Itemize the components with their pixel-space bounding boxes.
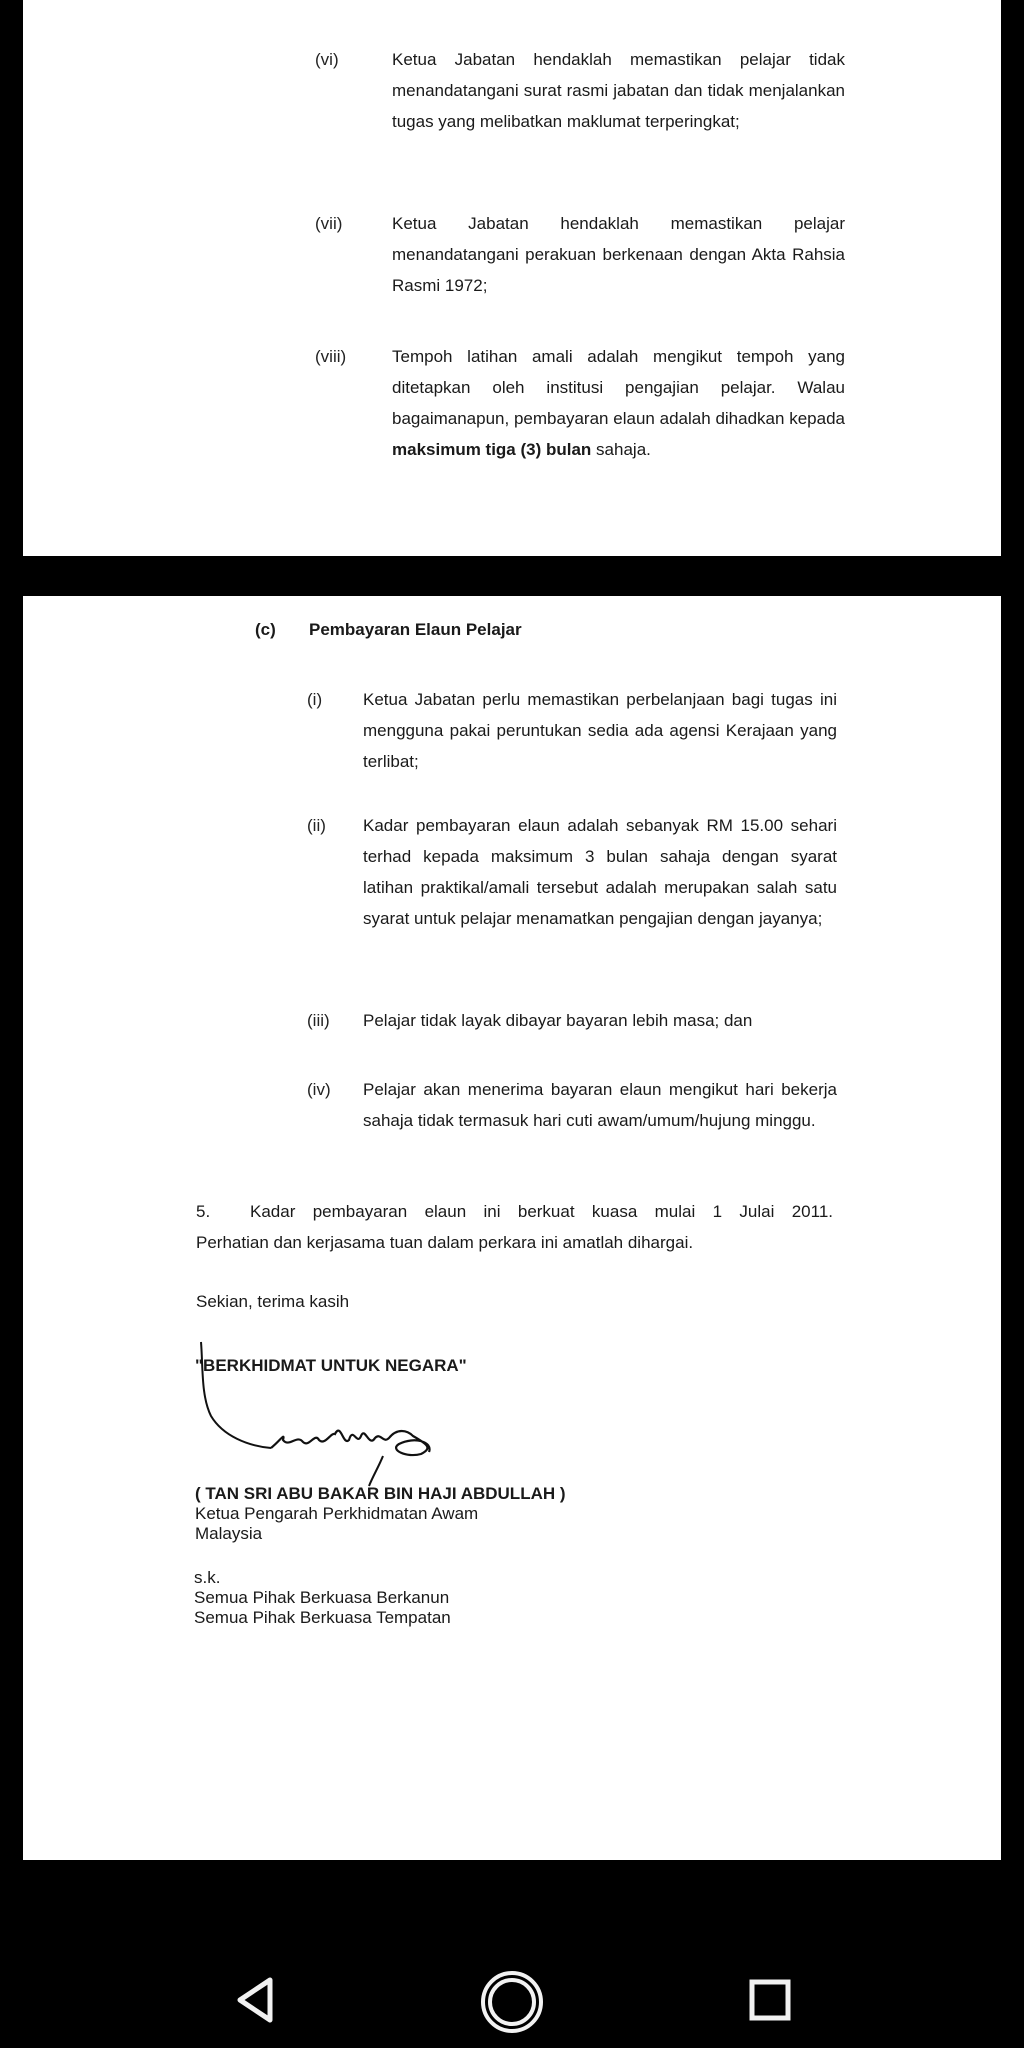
signatory-title-line-2: Malaysia xyxy=(195,1524,263,1543)
recents-button[interactable] xyxy=(740,1970,800,2030)
item-number: (iv) xyxy=(307,1080,331,1099)
section-number: (c) xyxy=(255,620,276,639)
signatory-name: ( TAN SRI ABU BAKAR BIN HAJI ABDULLAH ) xyxy=(195,1484,566,1503)
item-text: Ketua Jabatan hendaklah memastikan pelajar tidak menandatangani surat rasmi jabatan dan tidak menjalankan tugas yang melibatkan maklumat terperingkat; xyxy=(392,50,845,131)
recents-square-icon xyxy=(740,1970,800,2030)
navigation-bar xyxy=(0,1860,1024,2048)
signatory-block xyxy=(195,1484,566,1544)
item-number: (viii) xyxy=(315,347,347,366)
closing-text: Sekian, terima kasih xyxy=(196,1292,350,1311)
section-title: Pembayaran Elaun Pelajar xyxy=(309,620,522,639)
cc-recipient-2: Semua Pihak Berkuasa Tempatan xyxy=(194,1608,451,1627)
item-text: Pelajar tidak layak dibayar bayaran lebih masa; dan xyxy=(363,1011,753,1030)
back-button[interactable] xyxy=(226,1970,286,2030)
item-number: (vi) xyxy=(315,50,339,69)
item-text: Ketua Jabatan hendaklah memastikan pelajar menandatangani perakuan berkenaan dengan Akta Rahsia Rasmi 1972; xyxy=(392,214,845,295)
item-number: (ii) xyxy=(307,816,326,835)
item-text: Kadar pembayaran elaun adalah sebanyak RM 15.00 sehari terhad kepada maksimum 3 bulan sahaja dengan syarat latihan praktikal/amali tersebut adalah merupakan salah satu syarat untuk pelajar menamatkan pengajian dengan jayanya; xyxy=(363,816,837,928)
paragraph-number: 5. xyxy=(196,1202,211,1221)
home-button[interactable] xyxy=(478,1968,546,2036)
item-number: (vii) xyxy=(315,214,343,233)
paragraph-5 xyxy=(196,1196,833,1258)
signatory-title-line-1: Ketua Pengarah Perkhidmatan Awam xyxy=(195,1504,479,1523)
paragraph-5-line-2: Perhatian dan kerjasama tuan dalam perkara ini amatlah dihargai. xyxy=(196,1233,694,1252)
cc-recipient-1: Semua Pihak Berkuasa Berkanun xyxy=(194,1588,450,1607)
cc-block xyxy=(194,1568,451,1628)
item-text: Ketua Jabatan perlu memastikan perbelanjaan bagi tugas ini mengguna pakai peruntukan sedia ada agensi Kerajaan yang terlibat; xyxy=(363,690,837,771)
document-page-2 xyxy=(23,596,1001,1860)
back-triangle-icon xyxy=(226,1970,286,2030)
item-number: (i) xyxy=(307,690,323,709)
document-page-1 xyxy=(23,0,1001,556)
paragraph-5-line-1: 5. Kadar pembayaran elaun ini berkuat kuasa mulai 1 Julai 2011. xyxy=(196,1196,833,1227)
item-number: (iii) xyxy=(307,1011,330,1030)
cc-label: s.k. xyxy=(194,1568,221,1587)
item-text: Tempoh latihan amali adalah mengikut tempoh yang ditetapkan oleh institusi pengajian pelajar. Walau bagaimanapun, pembayaran elaun adalah dihadkan kepada maksimum tiga (3) bulan sahaja. xyxy=(392,347,845,459)
motto: "BERKHIDMAT UNTUK NEGARA" xyxy=(195,1356,467,1375)
item-text: Pelajar akan menerima bayaran elaun mengikut hari bekerja sahaja tidak termasuk hari cuti awam/umum/hujung minggu. xyxy=(363,1080,837,1130)
home-circle-icon xyxy=(478,1968,546,2036)
